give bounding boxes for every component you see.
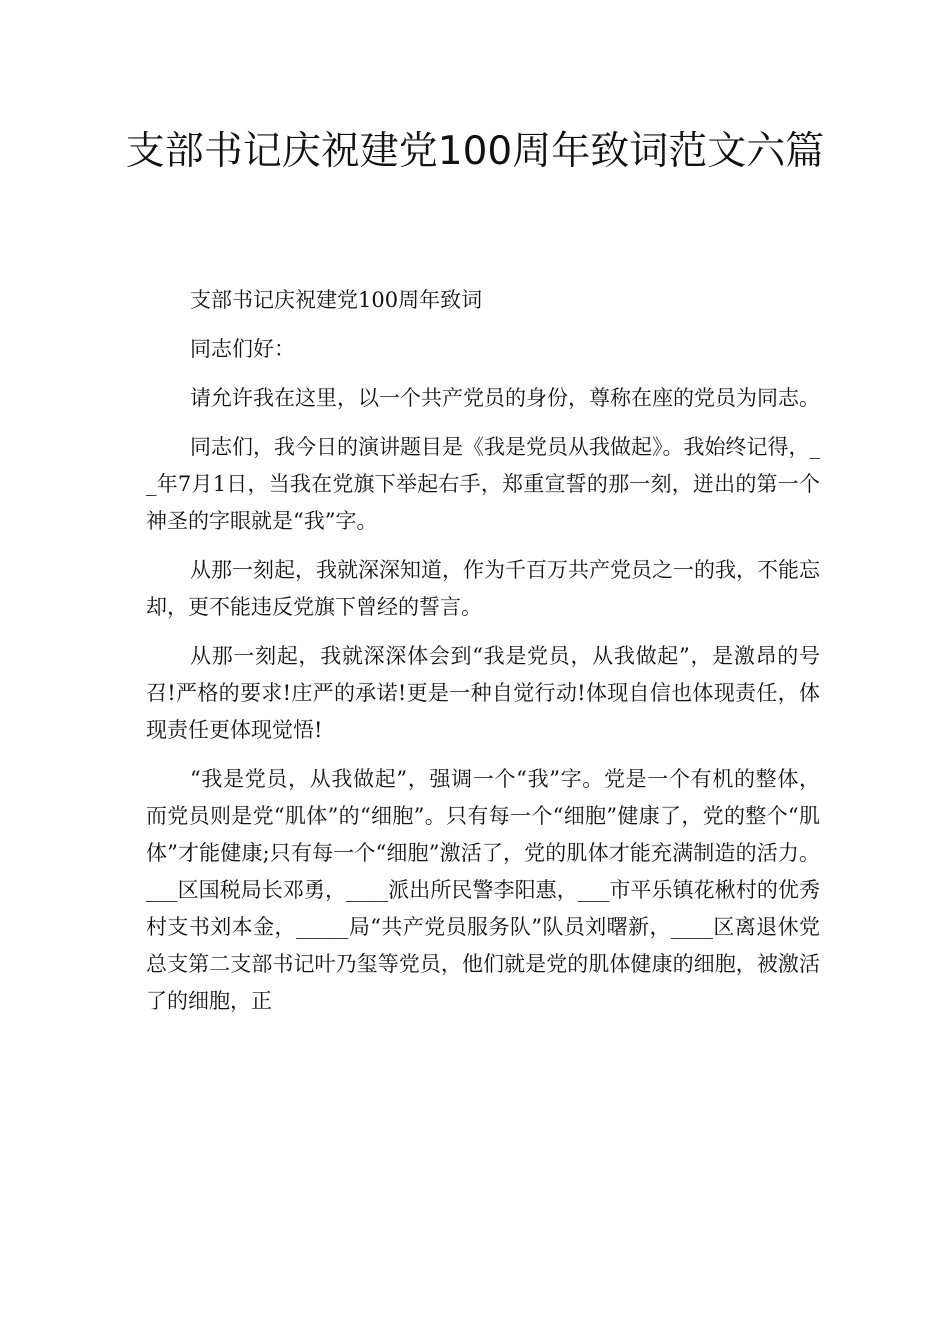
- paragraph: “我是党员，从我做起”，强调一个“我”字。党是一个有机的整体，而党员则是党“肌体”的“细胞”。只有每一个“细胞”健康了，党的整个“肌体”才能健康;只有每一个“细胞”激活了，党的肌体才能充满制造的活力。___区国税局长邓勇，____派出所民警李阳惠，___市平乐镇花楸村的优秀村支书刘本金，_____局“共产党员服务队”队员刘曙新，____区离退休党总支第二支部书记叶乃玺等党员，他们就是党的肌体健康的细胞，被激活了的细胞，正: [146, 767, 820, 1013]
- document-body: [146, 282, 820, 1032]
- document-title: 支部书记庆祝建党100周年致词范文六篇: [125, 129, 825, 174]
- paragraph-subtitle: 支部书记庆祝建党100周年致词: [190, 288, 483, 312]
- paragraph-greeting: 同志们好：: [190, 337, 295, 361]
- paragraph: 同志们，我今日的演讲题目是《我是党员从我做起》。我始终记得，__年7月1日，当我在党旗下举起右手，郑重宣誓的那一刻，迸出的第一个神圣的字眼就是“我”字。: [146, 435, 820, 533]
- paragraph: 从那一刻起，我就深深体会到“我是党员，从我做起”，是激昂的号召!严格的要求!庄严的承诺!更是一种自觉行动!体现自信也体现责任，体现责任更体现觉悟!: [146, 644, 820, 742]
- paragraph: 请允许我在这里，以一个共产党员的身份，尊称在座的党员为同志。: [190, 386, 820, 410]
- paragraph: 从那一刻起，我就深深知道，作为千百万共产党员之一的我，不能忘却，更不能违反党旗下曾经的誓言。: [146, 558, 820, 619]
